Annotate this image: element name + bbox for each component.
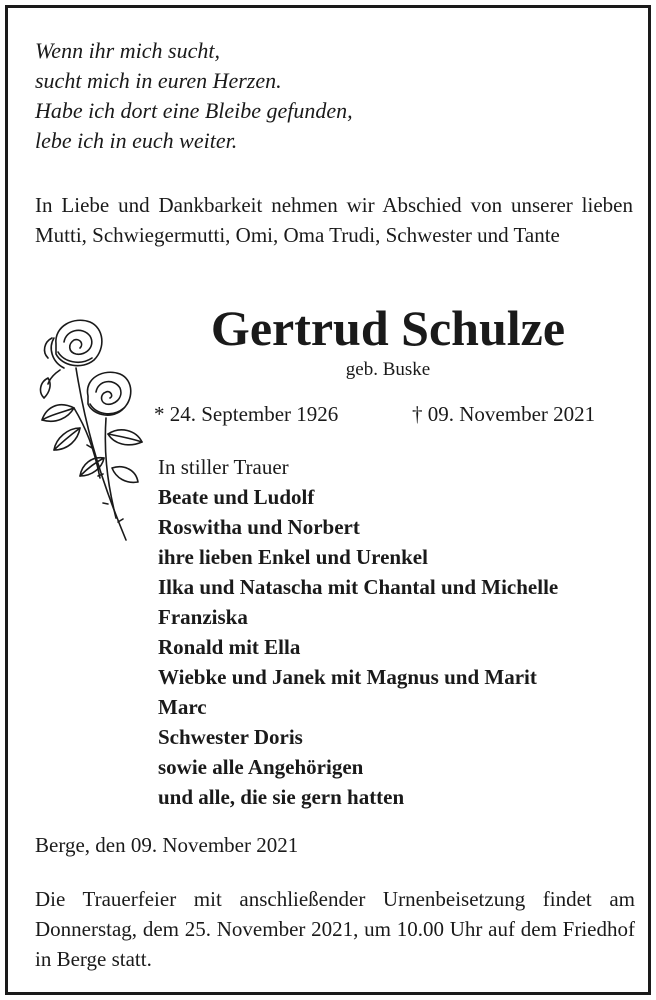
mourner-name: Schwester Doris — [158, 725, 303, 749]
mourner-name: Marc — [158, 695, 207, 719]
poem-line: lebe ich in euch weiter. — [35, 128, 238, 153]
death-date: † 09. November 2021 — [412, 402, 596, 426]
maiden-name: geb. Buske — [345, 359, 431, 380]
mourner-name: Beate und Ludolf — [158, 485, 315, 509]
mourners-lead: In stiller Trauer — [158, 455, 289, 479]
obituary-frame — [5, 5, 651, 995]
mourner-name: und alle, die sie gern hatten — [158, 785, 405, 809]
rose-icon — [34, 308, 146, 548]
poem-line: Wenn ihr mich sucht, — [35, 38, 220, 63]
mourner-name: Ronald mit Ella — [158, 635, 301, 659]
mourners-list — [158, 452, 638, 812]
mourner-name: sowie alle Angehörigen — [158, 755, 364, 779]
mourner-name: Roswitha und Norbert — [158, 515, 360, 539]
mourner-name: ihre lieben Enkel und Urenkel — [158, 545, 428, 569]
mourner-name: Franziska — [158, 605, 248, 629]
poem-line: sucht mich in euren Herzen. — [35, 68, 282, 93]
birth-date: * 24. September 1926 — [154, 402, 339, 426]
poem — [35, 36, 635, 156]
mourner-name: Ilka und Natascha mit Chantal und Michelle — [158, 575, 559, 599]
funeral-service-info: Die Trauerfeier mit anschließender Urnenbeisetzung findet am Donnerstag, dem 25. November 2021, um 10.00 Uhr auf dem Friedhof in Berge statt. — [35, 887, 635, 971]
place-date: Berge, den 09. November 2021 — [35, 833, 299, 857]
intro-text: In Liebe und Dankbarkeit nehmen wir Abschied von unserer lieben Mutti, Schwiegermutti, Omi, Oma Trudi, Schwester und Tante — [35, 193, 633, 247]
mourner-name: Wiebke und Janek mit Magnus und Marit — [158, 665, 537, 689]
deceased-name: Gertrud Schulze — [210, 300, 566, 356]
poem-line: Habe ich dort eine Bleibe gefunden, — [35, 98, 353, 123]
